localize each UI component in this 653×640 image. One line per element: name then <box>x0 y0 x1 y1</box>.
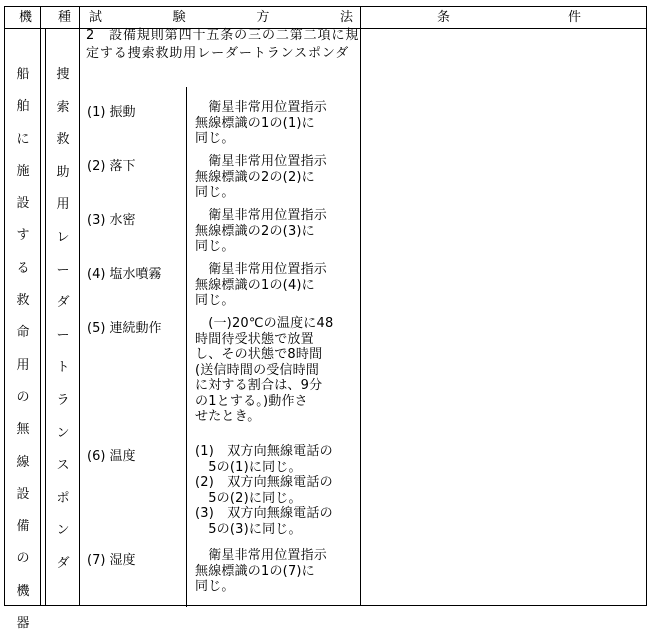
condition-line: 衛星非常用位置指示 <box>195 100 328 115</box>
condition-line: (一)20℃の温度に48 <box>195 316 334 331</box>
condition-line: 5の(3)に同じ。 <box>195 521 302 537</box>
condition-line: (1) 双方向無線電話の <box>195 444 333 459</box>
category-char: 備 <box>16 519 30 535</box>
type-char: ン <box>56 425 70 441</box>
condition-line: 同じ。 <box>195 293 235 308</box>
test-item-condition <box>195 548 361 595</box>
test-item-label: (2) 落下 <box>87 159 136 174</box>
condition-line: 衛星非常用位置指示 <box>195 154 328 169</box>
type-char: 捜 <box>56 67 70 82</box>
condition-line: に対する割合は、9分 <box>195 378 323 393</box>
col-divider-2 <box>79 7 80 605</box>
category-char: 舶 <box>16 99 30 115</box>
condition-line: 同じ。 <box>195 131 235 146</box>
condition-line: 時間待受状態で放置 <box>195 331 314 347</box>
type-char: 索 <box>56 99 70 115</box>
type-char: 助 <box>56 164 70 180</box>
category-char: の <box>16 389 30 405</box>
condition-line: 衛星非常用位置指示 <box>195 548 328 563</box>
header-shiken-1: 試 <box>89 10 103 25</box>
type-char: ラ <box>56 392 70 408</box>
category-char: 施 <box>16 163 30 179</box>
test-item-condition <box>195 444 361 537</box>
type-char: 用 <box>56 197 70 213</box>
header-kiki <box>19 7 79 28</box>
test-item-label: (7) 湿度 <box>87 553 136 568</box>
test-item-condition <box>195 154 361 201</box>
test-item-condition <box>195 208 361 255</box>
category-char: 救 <box>16 293 30 309</box>
category-char: 線 <box>16 454 30 470</box>
category-char: 機 <box>16 583 30 599</box>
condition-line: 衛星非常用位置指示 <box>195 208 328 223</box>
category-char: 命 <box>16 325 30 341</box>
equipment-category-vertical <box>11 59 35 640</box>
header-shiken <box>89 7 359 28</box>
category-char: 無 <box>16 422 30 438</box>
condition-line: 5の(2)に同じ。 <box>195 490 302 506</box>
condition-line: 同じ。 <box>195 185 235 200</box>
condition-line: 無線標識の2の(2)に <box>195 169 315 185</box>
header-shiken-3: 方 <box>256 10 270 25</box>
condition-line: 無線標識の1の(1)に <box>195 115 315 131</box>
condition-line: (2) 双方向無線電話の <box>195 475 333 490</box>
category-char: 設 <box>16 486 30 502</box>
condition-line: 同じ。 <box>195 579 235 594</box>
condition-line: 5の(1)に同じ。 <box>195 459 302 475</box>
header-shiken-2: 験 <box>172 10 186 25</box>
category-char: に <box>16 131 30 147</box>
condition-line: 無線標識の1の(7)に <box>195 563 315 579</box>
col-divider-1 <box>40 7 41 605</box>
category-char: 器 <box>16 616 30 632</box>
type-char: ポ <box>56 490 70 506</box>
header-shiken-4: 法 <box>339 10 353 25</box>
test-cond-divider <box>186 87 187 607</box>
type-char: ト <box>56 360 70 376</box>
header-kiki-2: 種 <box>58 10 72 25</box>
category-char: す <box>16 228 30 244</box>
test-method-title: 2 設備規則第四十五条の三の二第二項に規定する捜索救助用レーダートランスポンダ <box>86 28 360 61</box>
header-kiki-1: 機 <box>19 10 33 25</box>
type-char: ー <box>56 262 70 278</box>
equipment-type-vertical <box>51 59 75 581</box>
condition-line: 無線標識の1の(4)に <box>195 277 315 293</box>
type-char: 救 <box>56 132 70 148</box>
header-joken-2: 件 <box>568 10 582 25</box>
test-item-label: (5) 連続動作 <box>87 321 162 336</box>
type-char: ダ <box>56 555 70 571</box>
header-joken <box>437 7 587 28</box>
main-table <box>4 6 647 632</box>
category-char: 船 <box>16 67 30 82</box>
condition-line: せたとき。 <box>195 409 261 424</box>
condition-line: (3) 双方向無線電話の <box>195 506 333 521</box>
test-item-condition <box>195 316 361 425</box>
test-item-label: (1) 振動 <box>87 105 136 120</box>
test-item-label: (3) 水密 <box>87 213 136 228</box>
condition-line: 衛星非常用位置指示 <box>195 262 328 277</box>
category-char: 設 <box>16 196 30 212</box>
test-item-condition <box>195 100 361 147</box>
condition-line: (送信時間の受信時間 <box>195 362 320 378</box>
category-char: の <box>16 551 30 567</box>
condition-line: の1とする。)動作さ <box>195 393 308 409</box>
type-char: ダ <box>56 295 70 311</box>
type-char: レ <box>56 229 70 245</box>
category-char: る <box>16 260 30 276</box>
type-char: ス <box>56 458 70 474</box>
header-joken-1: 条 <box>437 10 451 25</box>
test-item-condition <box>195 262 361 309</box>
condition-line: し、その状態で8時間 <box>195 347 323 362</box>
category-char: 用 <box>16 357 30 373</box>
col-divider-1b <box>45 28 46 605</box>
condition-line: 同じ。 <box>195 239 235 254</box>
test-item-label: (6) 温度 <box>87 449 136 464</box>
condition-line: 無線標識の2の(3)に <box>195 223 315 239</box>
type-char: ン <box>56 523 70 539</box>
test-item-label: (4) 塩水噴霧 <box>87 267 162 282</box>
type-char: ー <box>56 327 70 343</box>
